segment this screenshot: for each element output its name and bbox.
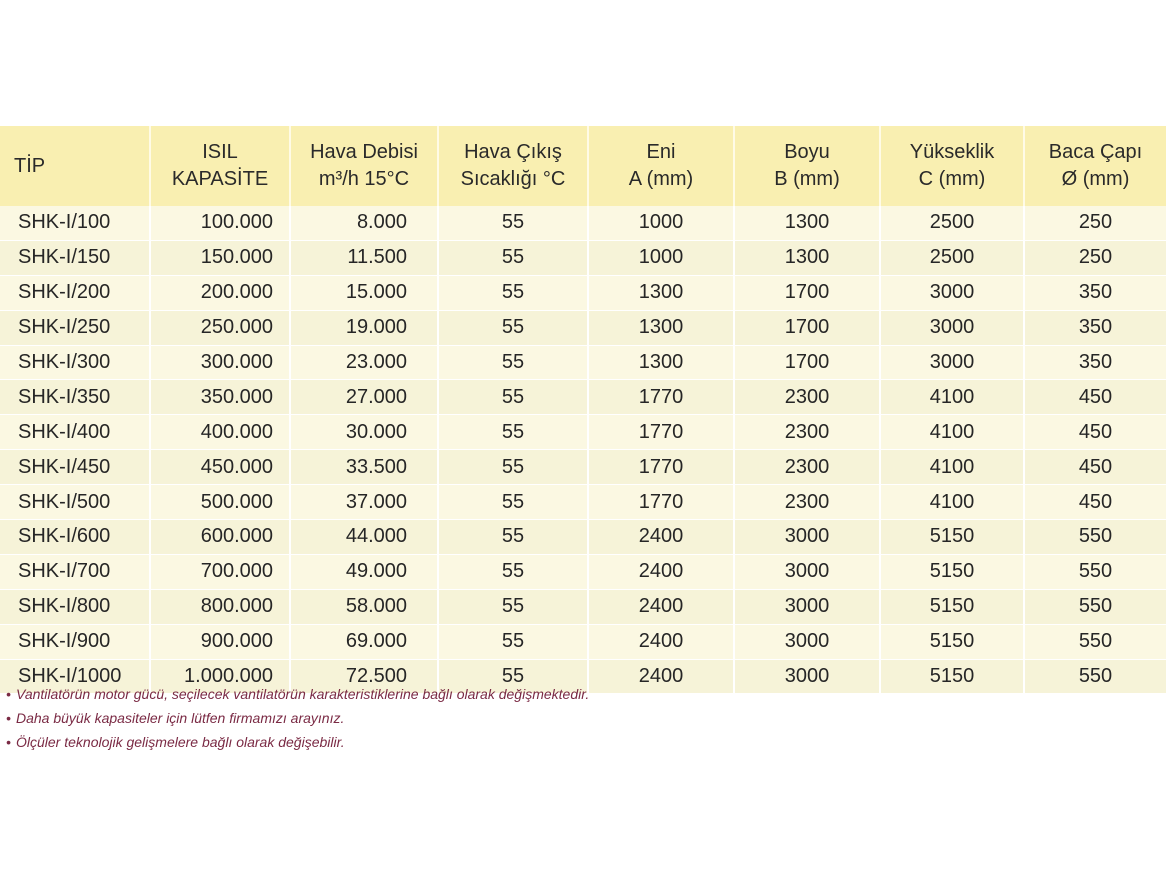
- header-hava-cikis-sicakligi: [438, 126, 588, 206]
- cell-yukseklik: 2500: [880, 240, 1024, 275]
- cell-eni: 2400: [588, 659, 734, 694]
- footnotes: [6, 682, 906, 754]
- cell-boyu: 1700: [734, 310, 880, 345]
- cell-eni: 2400: [588, 624, 734, 659]
- cell-baca-capi: 450: [1024, 450, 1166, 485]
- table-row: [0, 520, 1166, 555]
- cell-yukseklik: 5150: [880, 659, 1024, 694]
- cell-tip: SHK-I/150: [0, 240, 150, 275]
- cell-isil-kapasite: 350.000: [150, 380, 290, 415]
- cell-hava-debisi: 72.500: [290, 659, 438, 694]
- cell-baca-capi: 350: [1024, 310, 1166, 345]
- spec-table: [0, 126, 1166, 694]
- cell-isil-kapasite: 300.000: [150, 345, 290, 380]
- header-line: Ø (mm): [1061, 168, 1130, 190]
- cell-boyu: 3000: [734, 589, 880, 624]
- header-line: m³/h 15°C: [318, 168, 410, 190]
- header-line: Sıcaklığı °C: [460, 168, 566, 190]
- cell-eni: 1770: [588, 450, 734, 485]
- cell-eni: 1000: [588, 206, 734, 240]
- footnote-text: Daha büyük kapasiteler için lütfen firmamızı arayınız.: [16, 710, 345, 726]
- table-row: [0, 415, 1166, 450]
- header-line: Hava Debisi: [310, 141, 418, 163]
- header-line: Eni: [646, 141, 676, 163]
- cell-baca-capi: 450: [1024, 415, 1166, 450]
- cell-isil-kapasite: 900.000: [150, 624, 290, 659]
- header-boyu: [734, 126, 880, 206]
- bullet-icon: •: [6, 710, 11, 726]
- cell-hava-cikis: 55: [438, 624, 588, 659]
- cell-isil-kapasite: 1.000.000: [150, 659, 290, 694]
- cell-eni: 1300: [588, 310, 734, 345]
- cell-boyu: 3000: [734, 554, 880, 589]
- cell-isil-kapasite: 450.000: [150, 450, 290, 485]
- table-row: [0, 624, 1166, 659]
- cell-yukseklik: 2500: [880, 206, 1024, 240]
- header-line: B (mm): [774, 168, 840, 190]
- cell-hava-cikis: 55: [438, 380, 588, 415]
- cell-yukseklik: 3000: [880, 345, 1024, 380]
- table-header: [0, 126, 1166, 206]
- cell-hava-debisi: 69.000: [290, 624, 438, 659]
- cell-eni: 1770: [588, 485, 734, 520]
- footnote-item: [6, 682, 906, 706]
- cell-hava-debisi: 23.000: [290, 345, 438, 380]
- table-row: [0, 589, 1166, 624]
- cell-baca-capi: 550: [1024, 589, 1166, 624]
- cell-eni: 1770: [588, 415, 734, 450]
- table-row: [0, 275, 1166, 310]
- header-row: [0, 126, 1166, 206]
- cell-yukseklik: 4100: [880, 415, 1024, 450]
- cell-hava-debisi: 44.000: [290, 520, 438, 555]
- cell-hava-cikis: 55: [438, 345, 588, 380]
- cell-yukseklik: 5150: [880, 520, 1024, 555]
- cell-hava-cikis: 55: [438, 275, 588, 310]
- cell-hava-cikis: 55: [438, 554, 588, 589]
- cell-hava-cikis: 55: [438, 520, 588, 555]
- table-row: [0, 240, 1166, 275]
- cell-hava-cikis: 55: [438, 450, 588, 485]
- cell-hava-cikis: 55: [438, 485, 588, 520]
- cell-isil-kapasite: 150.000: [150, 240, 290, 275]
- cell-eni: 2400: [588, 589, 734, 624]
- cell-yukseklik: 4100: [880, 450, 1024, 485]
- table-row: [0, 485, 1166, 520]
- header-line: KAPASİTE: [171, 168, 269, 190]
- cell-tip: SHK-I/300: [0, 345, 150, 380]
- cell-hava-debisi: 30.000: [290, 415, 438, 450]
- cell-baca-capi: 350: [1024, 345, 1166, 380]
- cell-boyu: 2300: [734, 415, 880, 450]
- cell-tip: SHK-I/250: [0, 310, 150, 345]
- header-baca-capi: [1024, 126, 1166, 206]
- cell-baca-capi: 550: [1024, 659, 1166, 694]
- cell-hava-debisi: 49.000: [290, 554, 438, 589]
- cell-hava-cikis: 55: [438, 589, 588, 624]
- table-row: [0, 380, 1166, 415]
- cell-hava-debisi: 19.000: [290, 310, 438, 345]
- cell-boyu: 3000: [734, 624, 880, 659]
- cell-hava-debisi: 15.000: [290, 275, 438, 310]
- header-line: ISIL: [202, 141, 238, 163]
- cell-tip: SHK-I/500: [0, 485, 150, 520]
- cell-boyu: 1300: [734, 206, 880, 240]
- cell-tip: SHK-I/700: [0, 554, 150, 589]
- header-line: Baca Çapı: [1048, 141, 1143, 163]
- cell-isil-kapasite: 100.000: [150, 206, 290, 240]
- header-line: Yükseklik: [909, 141, 995, 163]
- cell-tip: SHK-I/200: [0, 275, 150, 310]
- cell-eni: 1300: [588, 275, 734, 310]
- cell-tip: SHK-I/600: [0, 520, 150, 555]
- header-line: Hava Çıkış: [464, 141, 562, 163]
- header-yukseklik: [880, 126, 1024, 206]
- cell-tip: SHK-I/1000: [0, 659, 150, 694]
- cell-tip: SHK-I/100: [0, 206, 150, 240]
- header-isil-kapasite: [150, 126, 290, 206]
- cell-isil-kapasite: 400.000: [150, 415, 290, 450]
- footnote-text: Vantilatörün motor gücü, seçilecek vantilatörün karakteristiklerine bağlı olarak değişmektedir.: [16, 686, 590, 702]
- header-line: C (mm): [918, 168, 986, 190]
- bullet-icon: •: [6, 734, 11, 750]
- cell-hava-debisi: 8.000: [290, 206, 438, 240]
- cell-baca-capi: 450: [1024, 485, 1166, 520]
- cell-yukseklik: 5150: [880, 624, 1024, 659]
- cell-hava-cikis: 55: [438, 240, 588, 275]
- cell-tip: SHK-I/800: [0, 589, 150, 624]
- table-row: [0, 206, 1166, 240]
- cell-yukseklik: 3000: [880, 275, 1024, 310]
- header-eni: [588, 126, 734, 206]
- footnote-item: [6, 730, 906, 754]
- table-body: [0, 206, 1166, 694]
- cell-hava-cikis: 55: [438, 415, 588, 450]
- cell-tip: SHK-I/900: [0, 624, 150, 659]
- cell-baca-capi: 250: [1024, 206, 1166, 240]
- cell-baca-capi: 550: [1024, 520, 1166, 555]
- cell-isil-kapasite: 250.000: [150, 310, 290, 345]
- header-tip: [0, 126, 150, 206]
- header-line: TİP: [14, 154, 46, 177]
- cell-hava-cikis: 55: [438, 659, 588, 694]
- cell-hava-debisi: 37.000: [290, 485, 438, 520]
- cell-hava-debisi: 58.000: [290, 589, 438, 624]
- table-row: [0, 450, 1166, 485]
- cell-boyu: 1700: [734, 275, 880, 310]
- table-row: [0, 345, 1166, 380]
- cell-eni: 2400: [588, 520, 734, 555]
- cell-eni: 1770: [588, 380, 734, 415]
- cell-eni: 1000: [588, 240, 734, 275]
- cell-boyu: 2300: [734, 380, 880, 415]
- cell-baca-capi: 350: [1024, 275, 1166, 310]
- cell-yukseklik: 5150: [880, 554, 1024, 589]
- cell-baca-capi: 450: [1024, 380, 1166, 415]
- header-hava-debisi: [290, 126, 438, 206]
- footnote-item: [6, 706, 906, 730]
- cell-boyu: 1700: [734, 345, 880, 380]
- cell-tip: SHK-I/350: [0, 380, 150, 415]
- cell-boyu: 3000: [734, 520, 880, 555]
- cell-hava-cikis: 55: [438, 206, 588, 240]
- footnote-text: Ölçüler teknolojik gelişmelere bağlı olarak değişebilir.: [16, 734, 345, 750]
- cell-boyu: 3000: [734, 659, 880, 694]
- cell-isil-kapasite: 500.000: [150, 485, 290, 520]
- header-line: Boyu: [784, 141, 830, 163]
- cell-yukseklik: 5150: [880, 589, 1024, 624]
- cell-boyu: 1300: [734, 240, 880, 275]
- cell-boyu: 2300: [734, 450, 880, 485]
- table-row: [0, 554, 1166, 589]
- cell-yukseklik: 4100: [880, 485, 1024, 520]
- cell-tip: SHK-I/450: [0, 450, 150, 485]
- cell-isil-kapasite: 700.000: [150, 554, 290, 589]
- cell-isil-kapasite: 600.000: [150, 520, 290, 555]
- cell-yukseklik: 4100: [880, 380, 1024, 415]
- cell-eni: 1300: [588, 345, 734, 380]
- cell-tip: SHK-I/400: [0, 415, 150, 450]
- cell-eni: 2400: [588, 554, 734, 589]
- cell-baca-capi: 550: [1024, 554, 1166, 589]
- cell-boyu: 2300: [734, 485, 880, 520]
- cell-isil-kapasite: 200.000: [150, 275, 290, 310]
- cell-baca-capi: 550: [1024, 624, 1166, 659]
- bullet-icon: •: [6, 686, 11, 702]
- cell-hava-cikis: 55: [438, 310, 588, 345]
- header-line: A (mm): [628, 168, 694, 190]
- cell-baca-capi: 250: [1024, 240, 1166, 275]
- cell-hava-debisi: 33.500: [290, 450, 438, 485]
- table-row: [0, 310, 1166, 345]
- cell-hava-debisi: 11.500: [290, 240, 438, 275]
- cell-hava-debisi: 27.000: [290, 380, 438, 415]
- cell-yukseklik: 3000: [880, 310, 1024, 345]
- cell-isil-kapasite: 800.000: [150, 589, 290, 624]
